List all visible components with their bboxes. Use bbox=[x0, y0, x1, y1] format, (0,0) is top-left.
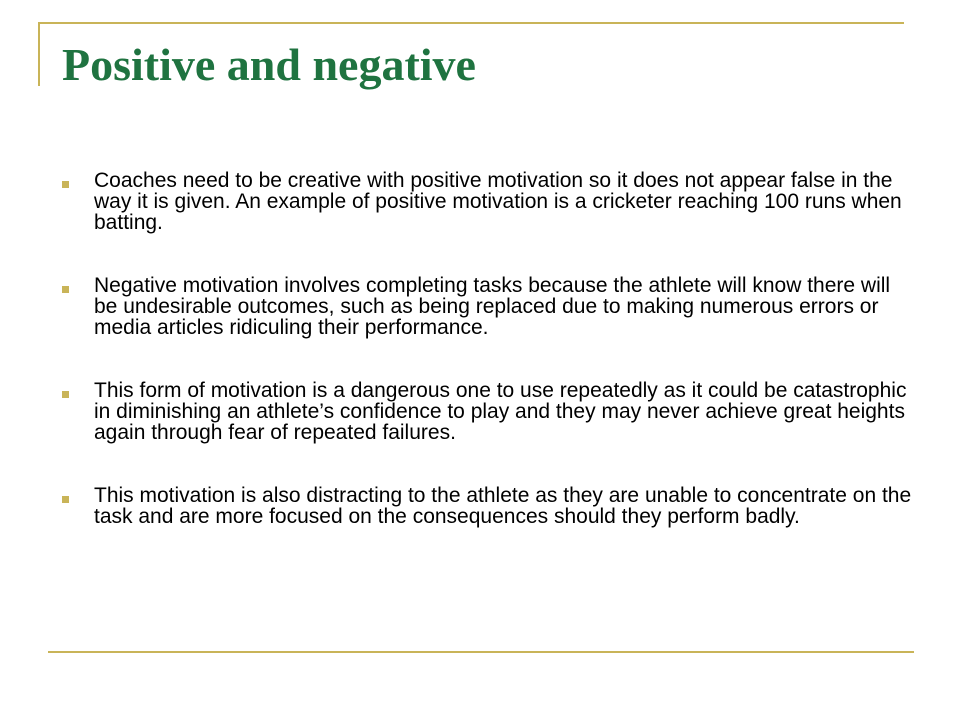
square-bullet-icon bbox=[62, 391, 69, 398]
square-bullet-icon bbox=[62, 286, 69, 293]
bullet-item bbox=[62, 170, 912, 233]
bullet-item bbox=[62, 275, 912, 338]
bullet-text: This form of motivation is a dangerous one to use repeatedly as it could be catastrophic in diminishing an athlete’s confidence to play and they may never achieve great heights again through fear of repeated failures. bbox=[94, 379, 907, 444]
top-rule bbox=[38, 22, 904, 24]
slide-title: Positive and negative bbox=[62, 39, 476, 90]
bullet-list bbox=[62, 170, 912, 527]
bullet-item bbox=[62, 485, 912, 527]
bullet-text: This motivation is also distracting to the athlete as they are unable to concentrate on the task and are more focused on the consequences should they perform badly. bbox=[94, 484, 912, 528]
bullet-text: Coaches need to be creative with positive motivation so it does not appear false in the way it is given. An example of positive motivation is a cricketer reaching 100 runs when batting. bbox=[94, 169, 902, 234]
square-bullet-icon bbox=[62, 496, 69, 503]
bullet-item bbox=[62, 380, 912, 443]
bullet-text: Negative motivation involves completing tasks because the athlete will know there will be undesirable outcomes, such as being replaced due to making numerous errors or media articles ridiculing their performance. bbox=[94, 274, 891, 339]
left-rule bbox=[38, 22, 40, 86]
bottom-rule bbox=[48, 651, 914, 653]
square-bullet-icon bbox=[62, 181, 69, 188]
